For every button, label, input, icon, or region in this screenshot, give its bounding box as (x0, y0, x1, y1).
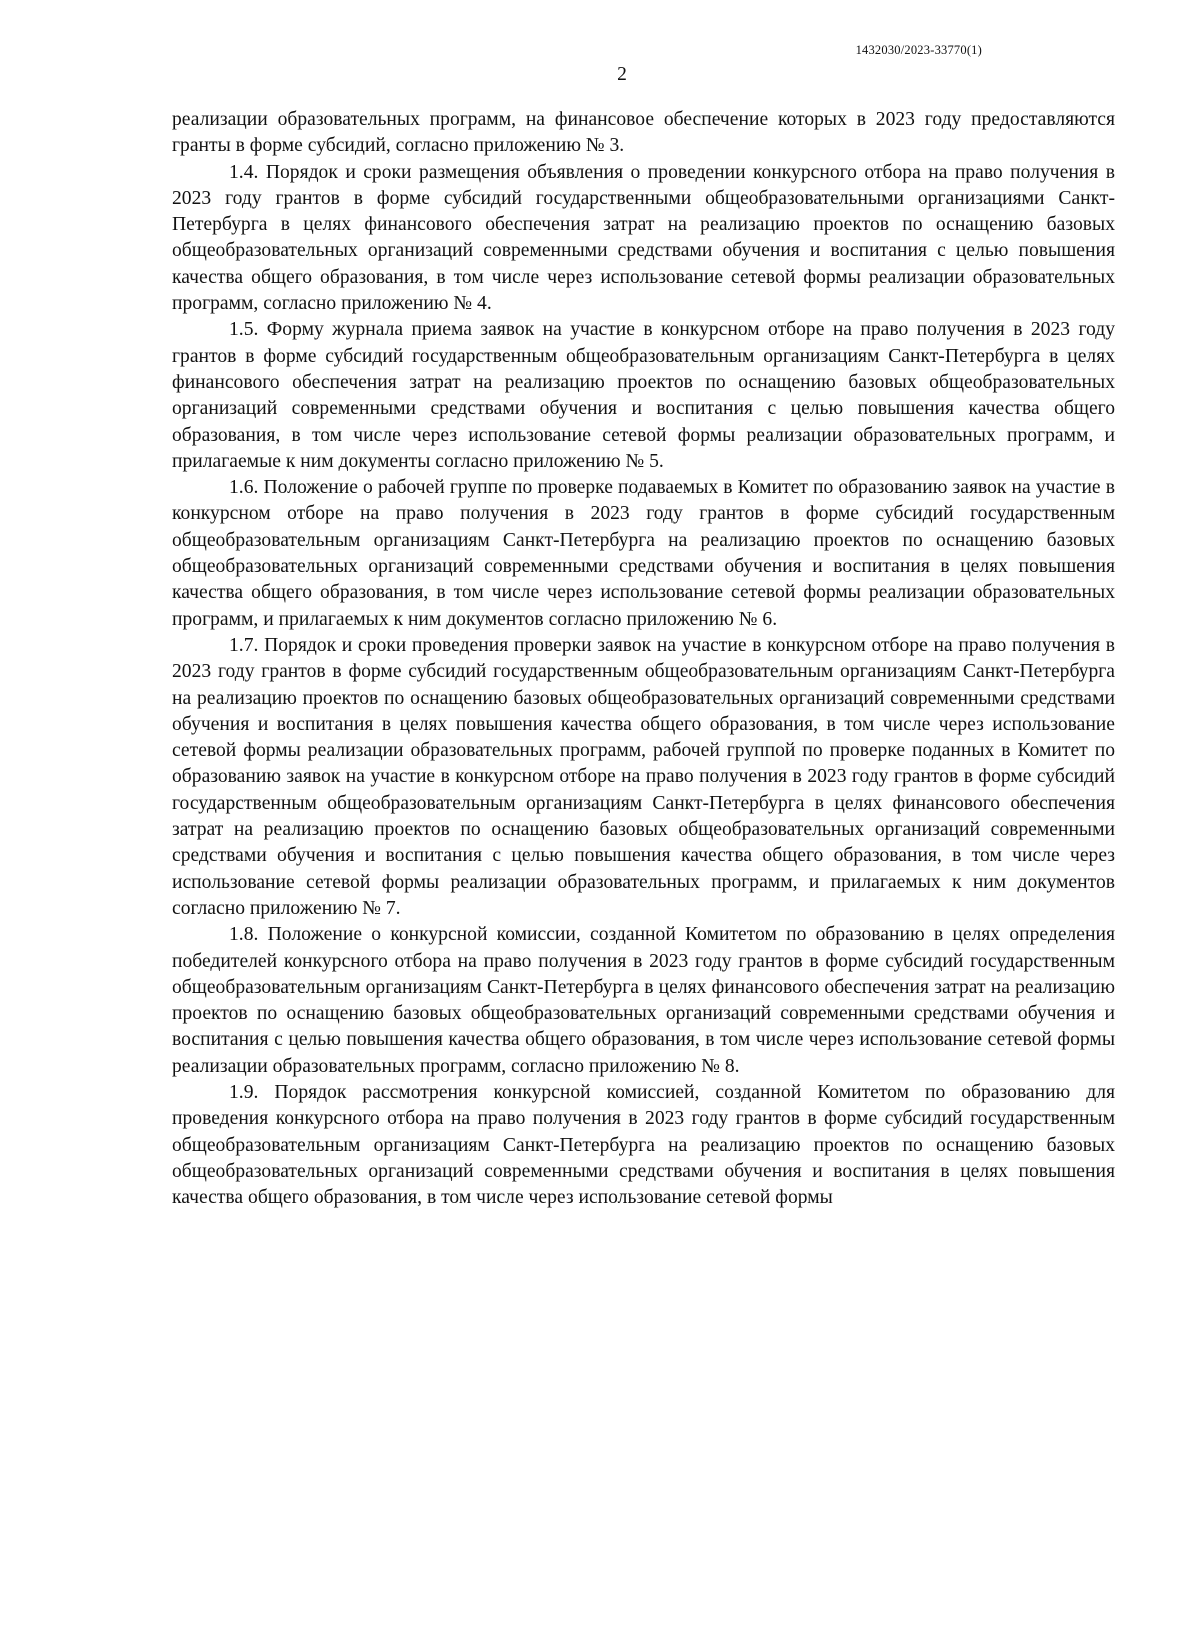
paragraph-1-7: 1.7. Порядок и сроки проведения проверки заявок на участие в конкурсном отборе на право получения в 2023 году грантов в форме субсидий государственным общеобразовательным организациям Санкт-Петербурга на реализацию проектов по оснащению базовых общеобразовательных организаций современными средствами обучения и воспитания в целях повышения качества общего образования, в том числе через использование сетевой формы реализации образовательных программ, рабочей группой по проверке поданных в Комитет по образованию заявок на участие в конкурсном отборе на право получения в 2023 году грантов в форме субсидий государственным общеобразовательным организациям Санкт-Петербурга в целях финансового обеспечения затрат на реализацию проектов по оснащению базовых общеобразовательных организаций современными средствами обучения и воспитания с целью повышения качества общего образования, в том числе через использование сетевой формы реализации образовательных программ, и прилагаемых к ним документов согласно приложению № 7. (172, 634, 1115, 919)
paragraph-continuation: реализации образовательных программ, на финансовое обеспечение которых в 2023 году предоставляются гранты в форме субсидий, согласно приложению № 3. (172, 109, 1115, 157)
document-id: 1432030/2023-33770(1) (855, 43, 982, 57)
paragraph-1-8: 1.8. Положение о конкурсной комиссии, созданной Комитетом по образованию в целях определения победителей конкурсного отбора на право получения в 2023 году грантов в форме субсидий государственным общеобразовательным организациям Санкт-Петербурга в целях финансового обеспечения затрат на реализацию проектов по оснащению базовых общеобразовательных организаций современными средствами обучения и воспитания с целью повышения качества общего образования, в том числе через использование сетевой формы реализации образовательных программ, согласно приложению № 8. (172, 924, 1115, 1077)
paragraph-1-4: 1.4. Порядок и сроки размещения объявления о проведении конкурсного отбора на право получения в 2023 году грантов в форме субсидий государственными общеобразовательными организациями Санкт-Петербурга в целях финансового обеспечения затрат на реализацию проектов по оснащению базовых общеобразовательных организаций современными средствами обучения и воспитания с целью повышения качества общего образования, в том числе через использование сетевой формы реализации образовательных программ, согласно приложению № 4. (172, 161, 1115, 315)
paragraph-1-9: 1.9. Порядок рассмотрения конкурсной комиссией, созданной Комитетом по образованию для проведения конкурсного отбора на право получения в 2023 году грантов в форме субсидий государственным общеобразовательным организациям Санкт-Петербурга на реализацию проектов по оснащению базовых общеобразовательных организаций современными средствами обучения и воспитания в целях повышения качества общего образования, в том числе через использование сетевой формы (172, 1081, 1115, 1209)
document-body (172, 107, 1115, 1211)
page-number: 2 (617, 64, 627, 85)
paragraph-1-6: 1.6. Положение о рабочей группе по проверке подаваемых в Комитет по образованию заявок на участие в конкурсном отборе на право получения в 2023 году грантов в форме субсидий государственным общеобразовательным организациям Санкт-Петербурга на реализацию проектов по оснащению базовых общеобразовательных организаций современными средствами обучения и воспитания в целях повышения качества общего образования, в том числе через использование сетевой формы реализации образовательных программ, и прилагаемых к ним документов согласно приложению № 6. (172, 477, 1115, 630)
paragraph-1-5: 1.5. Форму журнала приема заявок на участие в конкурсном отборе на право получения в 2023 году грантов в форме субсидий государственным общеобразовательным организациям Санкт-Петербурга в целях финансового обеспечения затрат на реализацию проектов по оснащению базовых общеобразовательных организаций современными средствами обучения и воспитания с целью повышения качества общего образования, в том числе через использование сетевой формы реализации образовательных программ, и прилагаемые к ним документы согласно приложению № 5. (172, 319, 1115, 472)
